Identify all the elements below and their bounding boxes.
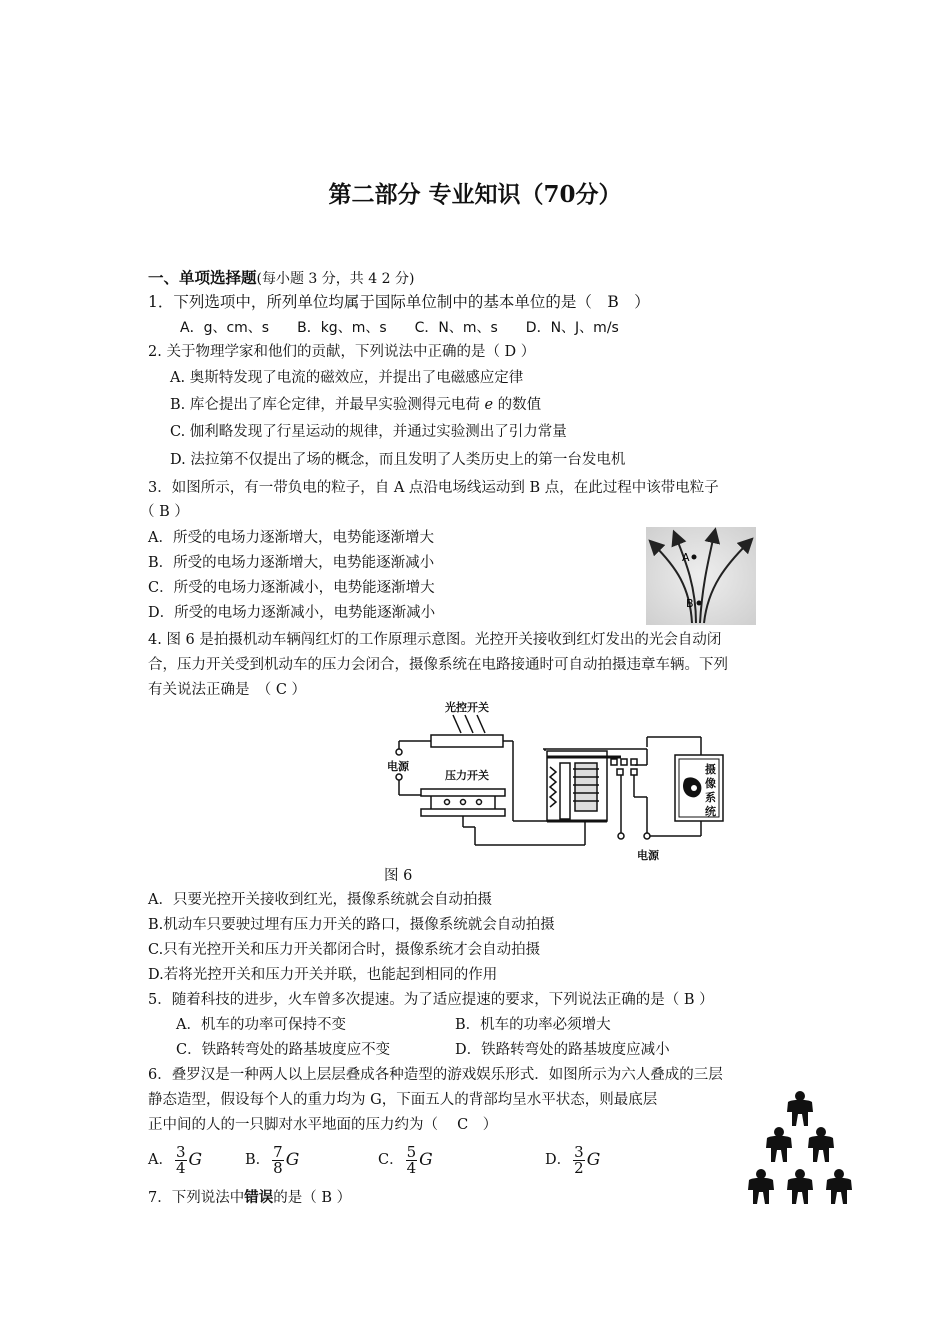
q6-option-a-var: G: [188, 1150, 203, 1170]
q2-stem: 2. 关于物理学家和他们的贡献，下列说法中正确的是（ D ）: [148, 344, 536, 360]
q1-stem: 1．下列选项中，所列单位均属于国际单位制中的基本单位的是（ B ）: [148, 293, 650, 311]
q6-option-b-var: G: [285, 1150, 300, 1170]
q6-option-c-var: G: [419, 1150, 433, 1170]
fraction-denominator: 4: [175, 1158, 186, 1177]
q4-option-d: D.若将光控开关和压力开关并联，也能起到相同的作用: [148, 967, 498, 983]
q6-line3: 正中间的人的一只脚对水平地面的压力约为（ C ）: [148, 1117, 498, 1133]
fraction-numerator: 3: [175, 1142, 186, 1161]
power-bottom-label: 电源: [637, 849, 659, 862]
q3-option-d: D．所受的电场力逐渐减小，电势能逐渐减小: [148, 605, 436, 621]
q6-option-c: [378, 1142, 433, 1178]
q2-option-a: A. 奥斯特发现了电流的磁效应，并提出了电磁感应定律: [170, 370, 524, 386]
q6-option-d-fraction: [573, 1142, 585, 1177]
light-arrow: [477, 715, 485, 733]
q3-option-c: C．所受的电场力逐渐减小，电势能逐渐增大: [148, 580, 435, 596]
person-middle-left: [766, 1127, 792, 1162]
camera-label-4: 统: [705, 805, 716, 818]
camera-label-3: 系: [705, 791, 716, 804]
page-title: 第二部分 专业知识（70分）: [328, 181, 622, 208]
q5-option-d: D．铁路转弯处的路基坡度应减小: [455, 1042, 670, 1058]
fraction-numerator: 3: [574, 1142, 584, 1161]
fraction-numerator: 5: [406, 1142, 417, 1161]
q4-line1: 4. 图 6 是拍摄机动车辆闯红灯的工作原理示意图。光控开关接收到红灯发出的光会自动闭: [148, 632, 722, 648]
q7-stem-post: 的是（ B ）: [273, 1190, 352, 1206]
q6-option-c-fraction: [406, 1142, 418, 1177]
q6-option-b: [245, 1142, 299, 1178]
light-arrow: [465, 715, 473, 733]
person-bottom-left: [748, 1169, 774, 1204]
q3-field-figure: [646, 527, 756, 625]
terminal: [396, 749, 402, 755]
section-heading-note: (每小题 3 分，共 4 2 分): [256, 271, 415, 287]
q4-circuit-figure: [385, 697, 730, 865]
person-bottom-middle: [787, 1169, 813, 1204]
person-middle-right: [808, 1127, 834, 1162]
section-heading: [148, 268, 414, 289]
q6-option-d-label: D．: [545, 1152, 572, 1168]
q4-figure-caption: 图 6: [384, 868, 413, 884]
light-switch-label: 光控开关: [445, 701, 489, 714]
q6-line1: 6．叠罗汉是一种两人以上层层叠成各种造型的游戏娱乐形式．如图所示为六人叠成的三层: [148, 1067, 723, 1083]
pressure-switch-label: 压力开关: [445, 769, 489, 782]
q5-option-c: C．铁路转弯处的路基坡度应不变: [176, 1042, 391, 1058]
q4-line3: 有关说法正确是 （ C ）: [148, 682, 307, 698]
q2-option-d: D. 法拉第不仅提出了场的概念，而且发明了人类历史上的第一台发电机: [170, 452, 626, 468]
q3-option-a: A．所受的电场力逐渐增大，电势能逐渐增大: [148, 530, 434, 546]
q4-option-a: A．只要光控开关接收到红光，摄像系统就会自动拍摄: [148, 892, 492, 908]
q1-options: A．g、cm、s B．kg、m、s C．N、m、s D．N、J、m/s: [180, 320, 619, 336]
q3-stem-line1: 3．如图所示，有一带负电的粒子，自 A 点沿电场线运动到 B 点，在此过程中该带电粒子: [148, 480, 719, 496]
light-switch-box: [431, 735, 503, 747]
q2-option-b-var: e: [484, 397, 494, 413]
q6-option-a: [148, 1142, 202, 1178]
q6-option-d-var: G: [586, 1150, 601, 1170]
q5-option-b: B．机车的功率必须增大: [455, 1017, 611, 1033]
q6-option-b-fraction: [272, 1142, 284, 1177]
q4-option-c: C.只有光控开关和压力开关都闭合时，摄像系统才会自动拍摄: [148, 942, 541, 958]
q3-option-b: B．所受的电场力逐渐增大，电势能逐渐减小: [148, 555, 435, 571]
fraction-denominator: 8: [273, 1158, 283, 1177]
power-left-label: 电源: [387, 760, 409, 773]
q6-option-c-label: C．: [378, 1152, 404, 1168]
point-b-label: B: [686, 597, 694, 610]
person-bottom-right: [826, 1169, 852, 1204]
q2-option-b: [170, 395, 541, 415]
person-top: [787, 1091, 813, 1126]
q7-stem-emphasis: 错误: [244, 1189, 274, 1206]
q2-option-c: C. 伽利略发现了行星运动的规律，并通过实验测出了引力常量: [170, 424, 567, 440]
q5-option-a: A．机车的功率可保持不变: [176, 1017, 346, 1033]
fraction-denominator: 4: [406, 1158, 417, 1177]
point-a-label: A: [682, 551, 690, 564]
point-b: [697, 601, 702, 606]
q6-line2: 静态造型，假设每个人的重力均为 G，下面五人的背部均呈水平状态，则最底层: [148, 1092, 658, 1108]
q4-line2: 合，压力开关受到机动车的压力会闭合，摄像系统在电路接通时可自动拍摄违章车辆。下列: [148, 657, 728, 673]
q2-option-b-text2: 的数值: [493, 397, 542, 413]
q4-option-b: B.机动车只要驶过埋有压力开关的路口，摄像系统就会自动拍摄: [148, 917, 555, 933]
fraction-denominator: 2: [574, 1158, 584, 1177]
q6-pyramid-figure: [745, 1088, 855, 1216]
q5-stem: 5．随着科技的进步，火车曾多次提速。为了适应提速的要求，下列说法正确的是（ B ）: [148, 992, 714, 1008]
fraction-numerator: 7: [273, 1142, 283, 1161]
camera-label-1: 摄: [705, 763, 716, 776]
q6-option-a-label: A．: [148, 1152, 173, 1168]
terminal: [396, 774, 402, 780]
q7-stem: [148, 1188, 351, 1208]
light-arrow: [453, 715, 461, 733]
q6-option-a-fraction: [175, 1142, 187, 1177]
q3-stem-line2: （ B ）: [140, 504, 189, 520]
point-a: [692, 555, 697, 560]
q7-stem-pre: 7．下列说法中: [148, 1190, 245, 1206]
q6-option-b-label: B．: [245, 1152, 271, 1168]
section-heading-label: 一、单项选择题: [148, 268, 257, 287]
q6-option-d: [545, 1142, 600, 1178]
q2-option-b-text1: B. 库仑提出了库仑定律，并最早实验测得元电荷: [170, 397, 485, 413]
camera-label-2: 像: [705, 777, 716, 790]
